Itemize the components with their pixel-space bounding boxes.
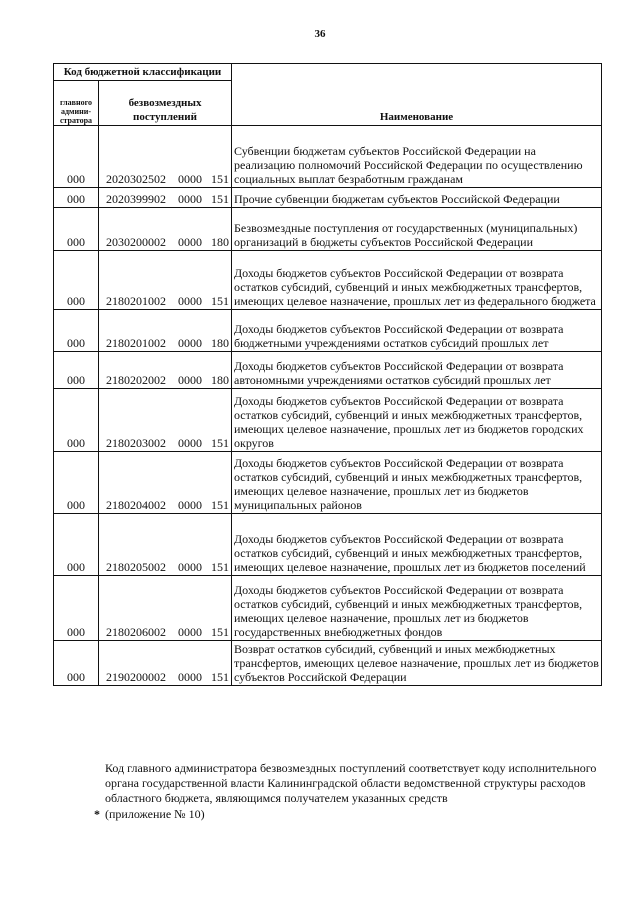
admin-code-cell: 000	[54, 452, 99, 514]
code-kosgu: 151	[211, 192, 229, 206]
revenue-code-cell	[99, 208, 232, 251]
name-cell: Субвенции бюджетам субъектов Российской Федерации на реализацию полномочий Российской Федерации по осуществлению социальных выплат безработным гражданам	[232, 126, 602, 188]
code-main: 2020399902	[106, 192, 166, 206]
name-cell: Доходы бюджетов субъектов Российской Федерации от возврата остатков субсидий, субвенций и иных межбюджетных трансфертов, имеющих целевое назначение, прошлых лет из федерального бюджета	[232, 251, 602, 310]
code-main: 2180204002	[106, 498, 166, 512]
header-name: Наименование	[232, 64, 602, 126]
code-sub: 0000	[178, 670, 202, 684]
footnote-marker: *	[94, 807, 100, 821]
table-row	[54, 576, 602, 641]
revenue-code-cell	[99, 352, 232, 389]
name-cell: Доходы бюджетов субъектов Российской Федерации от возврата автономными учреждениями остатков субсидий прошлых лет	[232, 352, 602, 389]
revenue-code-cell	[99, 126, 232, 188]
page-number: 36	[314, 28, 326, 40]
name-cell: Доходы бюджетов субъектов Российской Федерации от возврата остатков субсидий, субвенций и иных межбюджетных трансфертов, имеющих целевое назначение, прошлых лет из бюджетов поселений	[232, 514, 602, 576]
code-sub: 0000	[178, 336, 202, 350]
revenue-code-cell	[99, 310, 232, 352]
header-budget-classification: Код бюджетной классификации	[54, 64, 232, 81]
table-row	[54, 208, 602, 251]
name-cell: Доходы бюджетов субъектов Российской Федерации от возврата остатков субсидий, субвенций и иных межбюджетных трансфертов, имеющих целевое назначение, прошлых лет из бюджетов городских округов	[232, 389, 602, 452]
table-row	[54, 641, 602, 686]
table-row	[54, 126, 602, 188]
code-kosgu: 151	[211, 498, 229, 512]
table-row	[54, 452, 602, 514]
code-main: 2180201002	[106, 336, 166, 350]
code-sub: 0000	[178, 436, 202, 450]
admin-code-cell: 000	[54, 641, 99, 686]
code-main: 2190200002	[106, 670, 166, 684]
code-sub: 0000	[178, 192, 202, 206]
code-kosgu: 180	[211, 235, 229, 249]
table-row	[54, 514, 602, 576]
code-main: 2180201002	[106, 294, 166, 308]
code-kosgu: 180	[211, 336, 229, 350]
admin-code-cell: 000	[54, 514, 99, 576]
revenue-code-cell	[99, 251, 232, 310]
code-main: 2030200002	[106, 235, 166, 249]
budget-classification-table	[53, 63, 602, 686]
admin-code-cell: 000	[54, 251, 99, 310]
revenue-code-cell	[99, 452, 232, 514]
admin-code-cell: 000	[54, 310, 99, 352]
code-kosgu: 180	[211, 373, 229, 387]
name-cell: Прочие субвенции бюджетам субъектов Российской Федерации	[232, 188, 602, 208]
table-row	[54, 352, 602, 389]
header-chief-administrator: главного админи-стратора	[54, 81, 99, 126]
name-cell: Доходы бюджетов субъектов Российской Федерации от возврата остатков субсидий, субвенций и иных межбюджетных трансфертов, имеющих целевое назначение, прошлых лет из бюджетов муниципальных районов	[232, 452, 602, 514]
admin-code-cell: 000	[54, 352, 99, 389]
table-row	[54, 389, 602, 452]
admin-code-cell: 000	[54, 576, 99, 641]
code-kosgu: 151	[211, 294, 229, 308]
header-free-receipts: безвозмездных поступлений	[99, 81, 232, 126]
name-cell: Безвозмездные поступления от государственных (муниципальных) организаций в бюджеты субъектов Российской Федерации	[232, 208, 602, 251]
code-kosgu: 151	[211, 172, 229, 186]
revenue-code-cell	[99, 188, 232, 208]
code-kosgu: 151	[211, 625, 229, 639]
revenue-code-cell	[99, 576, 232, 641]
code-sub: 0000	[178, 625, 202, 639]
code-sub: 0000	[178, 373, 202, 387]
footnote-text: Код главного администратора безвозмездных поступлений соответствует коду исполнительного органа государственной власти Калининградской области ведомственной структуры расходов областного бюджета, являющимся получателем указанных средств	[105, 761, 597, 805]
code-sub: 0000	[178, 560, 202, 574]
code-main: 2180202002	[106, 373, 166, 387]
table-row	[54, 188, 602, 208]
footnote-reference: (приложение № 10)	[105, 807, 205, 821]
name-cell: Возврат остатков субсидий, субвенций и иных межбюджетных трансфертов, имеющих целевое назначение, прошлых лет из бюджетов субъектов Российской Федерации	[232, 641, 602, 686]
name-cell: Доходы бюджетов субъектов Российской Федерации от возврата остатков субсидий, субвенций и иных межбюджетных трансфертов, имеющих целевое назначение, прошлых лет из бюджетов государственных внебюджетных фондов	[232, 576, 602, 641]
revenue-code-cell	[99, 389, 232, 452]
admin-code-cell: 000	[54, 126, 99, 188]
name-cell: Доходы бюджетов субъектов Российской Федерации от возврата бюджетными учреждениями остатков субсидий прошлых лет	[232, 310, 602, 352]
code-kosgu: 151	[211, 670, 229, 684]
table-row	[54, 251, 602, 310]
code-main: 2180205002	[106, 560, 166, 574]
code-main: 2180203002	[106, 436, 166, 450]
code-main: 2020302502	[106, 172, 166, 186]
code-sub: 0000	[178, 498, 202, 512]
revenue-code-cell	[99, 514, 232, 576]
code-sub: 0000	[178, 235, 202, 249]
table-row	[54, 310, 602, 352]
code-kosgu: 151	[211, 560, 229, 574]
admin-code-cell: 000	[54, 389, 99, 452]
revenue-code-cell	[99, 641, 232, 686]
admin-code-cell: 000	[54, 208, 99, 251]
code-sub: 0000	[178, 294, 202, 308]
code-sub: 0000	[178, 172, 202, 186]
code-main: 2180206002	[106, 625, 166, 639]
admin-code-cell: 000	[54, 188, 99, 208]
code-kosgu: 151	[211, 436, 229, 450]
